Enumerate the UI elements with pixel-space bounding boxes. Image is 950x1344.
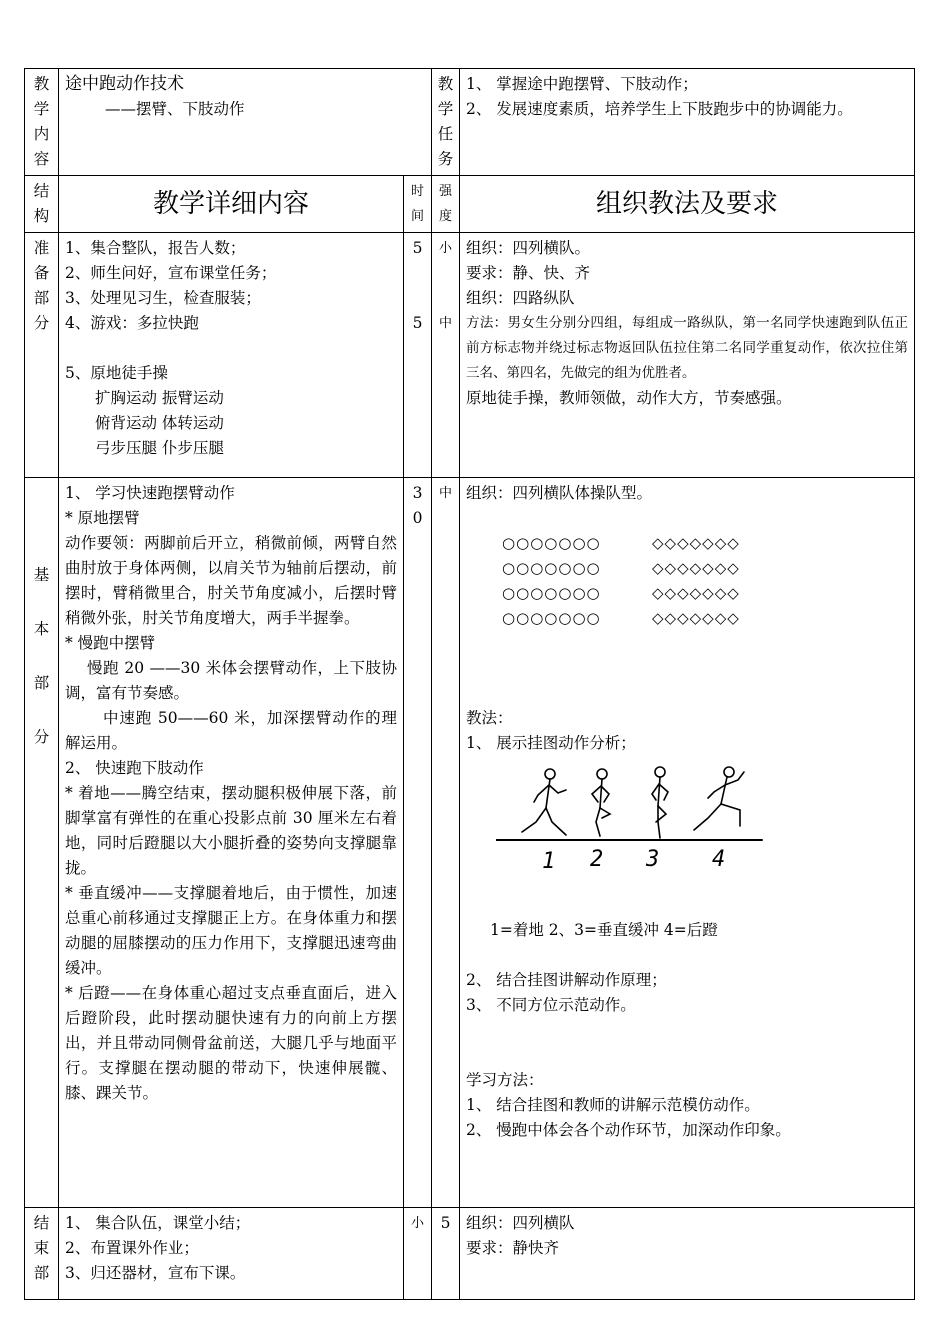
phase-number: 4 bbox=[712, 847, 726, 872]
learn-item: 1、 结合挂图和教师的讲解示范模仿动作。 bbox=[466, 1096, 760, 1114]
end-time: 小 bbox=[404, 1208, 432, 1300]
lesson-plan-table bbox=[24, 68, 915, 1300]
main-item: 2、 快速跑下肢动作 bbox=[65, 759, 204, 777]
formation-row: ○○○○○○○ ◇◇◇◇◇◇◇ bbox=[502, 534, 740, 552]
end-label: 结 束 部 bbox=[25, 1208, 59, 1300]
end-item: 3、归还器材，宣布下课。 bbox=[65, 1264, 246, 1282]
method-heading: 组织教法及要求 bbox=[460, 176, 915, 233]
formation bbox=[466, 531, 908, 631]
method-line: 要求：静、快、齐 bbox=[466, 264, 591, 282]
prep-item: 扩胸运动 振臂运动 bbox=[95, 389, 224, 407]
end-content bbox=[59, 1208, 404, 1300]
prep-item: 5、原地徒手操 bbox=[65, 364, 168, 382]
runner-figure-1 bbox=[522, 769, 566, 835]
prep-item: 弓步压腿 仆步压腿 bbox=[95, 439, 224, 457]
end-intensity: 5 bbox=[432, 1208, 460, 1300]
intensity-heading: 强 度 bbox=[432, 176, 460, 233]
content-cell bbox=[59, 69, 432, 176]
main-item: * 后蹬——在身体重心超过支点垂直面后，进入后蹬阶段，此时摆动腿快速有力的向前上方摆出，并且带动同侧骨盆前送，大腿几乎与地面平行。支撑腿在摆动腿的带动下，快速伸展髋、膝、踝关节。 bbox=[65, 984, 397, 1102]
end-item: 1、 集合队伍，课堂小结； bbox=[65, 1214, 251, 1232]
main-item: 动作要领：两脚前后开立，稍微前倾，两臂自然曲肘放于身体两侧，以肩关节为轴前后摆动，前摆时，臂稍微里合，肘关节角度减小，后摆时臂稍微外张，肘关节角度增大，两手半握拳。 bbox=[65, 534, 397, 627]
column-heading-row bbox=[25, 176, 915, 233]
prep-method bbox=[460, 233, 915, 478]
main-method bbox=[460, 478, 915, 1208]
prep-item: 3、处理见习生，检查服装； bbox=[65, 289, 261, 307]
formation-row: ○○○○○○○ ◇◇◇◇◇◇◇ bbox=[502, 609, 740, 627]
method-line: 原地徒手操，教师领做，动作大方，节奏感强。 bbox=[466, 389, 792, 407]
main-content bbox=[59, 478, 404, 1208]
method-line: 组织：四路纵队 bbox=[466, 289, 575, 307]
content-title: 途中跑动作技术 bbox=[65, 74, 184, 94]
main-item: 1、 学习快速跑摆臂动作 bbox=[65, 484, 235, 502]
main-item: * 垂直缓冲——支撑腿着地后，由于惯性，加速总重心前移通过支撑腿正上方。在身体重力和摆动腿的屈膝摆动的压力作用下，支撑腿迅速弯曲缓冲。 bbox=[65, 884, 397, 977]
prep-item: 俯背运动 体转运动 bbox=[95, 414, 224, 432]
structure-heading: 结 构 bbox=[25, 176, 59, 233]
formation-row: ○○○○○○○ ◇◇◇◇◇◇◇ bbox=[502, 584, 740, 602]
time-heading: 时 间 bbox=[404, 176, 432, 233]
prep-content bbox=[59, 233, 404, 478]
content-label: 教 学 内 容 bbox=[25, 69, 59, 176]
main-time: 3 0 bbox=[404, 478, 432, 1208]
figure-caption: 1=着地 2、3=垂直缓冲 4=后蹬 bbox=[490, 921, 718, 939]
end-method bbox=[460, 1208, 915, 1300]
end-row bbox=[25, 1208, 915, 1300]
prep-item: 1、集合整队，报告人数； bbox=[65, 239, 246, 257]
main-row bbox=[25, 478, 915, 1208]
phase-number: 2 bbox=[590, 847, 604, 872]
main-item: * 着地——腾空结束，摆动腿积极伸展下落，前脚掌富有弹性的在重心投影点前 30 厘米左右着地，同时后蹬腿以大小腿折叠的姿势向支撑腿靠拢。 bbox=[65, 784, 397, 877]
runner-figure-4 bbox=[694, 767, 744, 830]
method-line: 组织：四列横队 bbox=[466, 1214, 575, 1232]
runner-figure-2 bbox=[592, 769, 610, 836]
task-cell bbox=[460, 69, 915, 176]
task-item: 1、 掌握途中跑摆臂、下肢动作； bbox=[466, 75, 698, 93]
prep-item: 4、游戏：多拉快跑 bbox=[65, 314, 199, 332]
main-label: 基 本 部 分 bbox=[25, 478, 59, 1208]
end-item: 2、布置课外作业； bbox=[65, 1239, 199, 1257]
teach-item: 2、 结合挂图讲解动作原理； bbox=[466, 971, 667, 989]
learn-item: 2、 慢跑中体会各个动作环节，加深动作印象。 bbox=[466, 1121, 791, 1139]
prep-intensity: 小 中 bbox=[432, 233, 460, 478]
prep-item: 2、师生问好，宣布课堂任务； bbox=[65, 264, 277, 282]
main-item: * 原地摆臂 bbox=[65, 509, 140, 527]
running-phase-figure bbox=[496, 760, 776, 885]
method-line: 组织：四列横队。 bbox=[466, 239, 591, 257]
task-item: 2、 发展速度素质，培养学生上下肢跑步中的协调能力。 bbox=[466, 100, 853, 118]
main-intensity: 中 bbox=[432, 478, 460, 1208]
teach-title: 教法： bbox=[466, 709, 513, 727]
detail-heading: 教学详细内容 bbox=[59, 176, 404, 233]
prep-time: 5 5 bbox=[404, 233, 432, 478]
phase-number: 3 bbox=[646, 847, 660, 872]
content-subtitle: ——摆臂、下肢动作 bbox=[105, 100, 245, 118]
main-item: * 慢跑中摆臂 bbox=[65, 634, 156, 652]
learn-title: 学习方法： bbox=[466, 1071, 544, 1089]
runner-figure-3 bbox=[652, 767, 668, 838]
main-item: 慢跑 20 ——30 米体会摆臂动作，上下肢协调，富有节奏感。 bbox=[65, 659, 397, 702]
teach-item: 3、 不同方位示范动作。 bbox=[466, 996, 636, 1014]
main-item: 中速跑 50——60 米，加深摆臂动作的理解运用。 bbox=[65, 709, 397, 752]
teach-item: 1、 展示挂图动作分析； bbox=[466, 734, 636, 752]
method-line: 组织：四列横队体操队型。 bbox=[466, 484, 653, 502]
game-method: 方法：男女生分别分四组，每组成一路纵队，第一名同学快速跑到队伍正前方标志物并绕过标志物返回队伍拉住第二名同学重复动作，依次拉住第三名、第四名，先做完的组为优胜者。 bbox=[466, 315, 909, 381]
header-row bbox=[25, 69, 915, 176]
prep-row bbox=[25, 233, 915, 478]
method-line: 要求：静快齐 bbox=[466, 1239, 560, 1257]
formation-row: ○○○○○○○ ◇◇◇◇◇◇◇ bbox=[502, 559, 740, 577]
task-label: 教 学 任 务 bbox=[432, 69, 460, 176]
prep-label: 准 备 部 分 bbox=[25, 233, 59, 478]
phase-number: 1 bbox=[542, 849, 556, 874]
